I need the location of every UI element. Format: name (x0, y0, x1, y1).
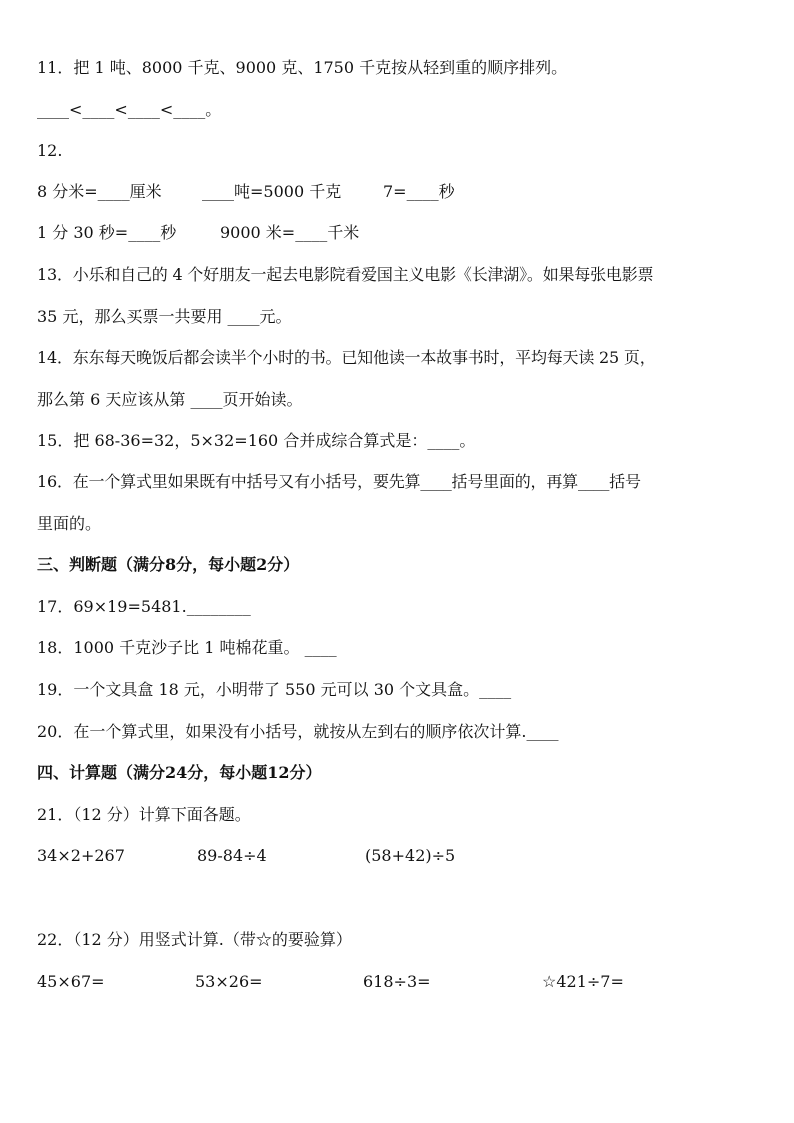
question-17: 17．69×19=5481.________ (37, 597, 251, 616)
question-12-item: 7=____秒 (383, 182, 455, 201)
question-13-line-2: 35 元，那么买票一共要用 ____元。 (37, 307, 292, 326)
section-4-title: 四、计算题（满分24分，每小题12分） (37, 763, 322, 782)
question-12-item: 9000 米=____千米 (220, 223, 360, 242)
calc-item: ☆421÷7= (542, 972, 624, 991)
question-16-line-1: 16．在一个算式里如果既有中括号又有小括号，要先算____括号里面的，再算____括号 (37, 472, 641, 491)
question-11-blanks: ____<____<____<____。 (37, 100, 222, 119)
question-18: 18．1000 千克沙子比 1 吨棉花重。 ____ (37, 638, 337, 657)
calc-item: 34×2+267 (37, 846, 125, 865)
question-20: 20．在一个算式里，如果没有小括号，就按从左到右的顺序依次计算.____ (37, 722, 559, 741)
question-12-item: ____吨=5000 千克 (202, 182, 342, 201)
question-14-line-2: 那么第 6 天应该从第 ____页开始读。 (37, 390, 303, 409)
question-19: 19．一个文具盒 18 元，小明带了 550 元可以 30 个文具盒。____ (37, 680, 512, 699)
question-11: 11．把 1 吨、8000 千克、9000 克、1750 千克按从轻到重的顺序排列。 (37, 58, 568, 77)
calc-item: 53×26= (195, 972, 263, 991)
calc-item: (58+42)÷5 (365, 846, 456, 865)
calc-item: 89-84÷4 (197, 846, 267, 865)
section-3-title: 三、判断题（满分8分，每小题2分） (37, 555, 300, 574)
question-22-title: 22．（12 分）用竖式计算.（带☆的要验算） (37, 930, 352, 949)
question-15: 15．把 68-36=32，5×32=160 合并成综合算式是：____。 (37, 431, 476, 450)
question-12-item: 1 分 30 秒=____秒 (37, 223, 177, 242)
question-16-line-2: 里面的。 (37, 514, 102, 533)
question-14-line-1: 14．东东每天晚饭后都会读半个小时的书。已知他读一本故事书时，平均每天读 25 页， (37, 348, 656, 367)
question-12-number: 12. (37, 141, 63, 160)
question-12-item: 8 分米=____厘米 (37, 182, 162, 201)
question-13-line-1: 13．小乐和自己的 4 个好朋友一起去电影院看爱国主义电影《长津湖》。如果每张电影票 (37, 265, 654, 284)
calc-item: 618÷3= (363, 972, 431, 991)
question-21-title: 21．（12 分）计算下面各题。 (37, 805, 251, 824)
calc-item: 45×67= (37, 972, 105, 991)
